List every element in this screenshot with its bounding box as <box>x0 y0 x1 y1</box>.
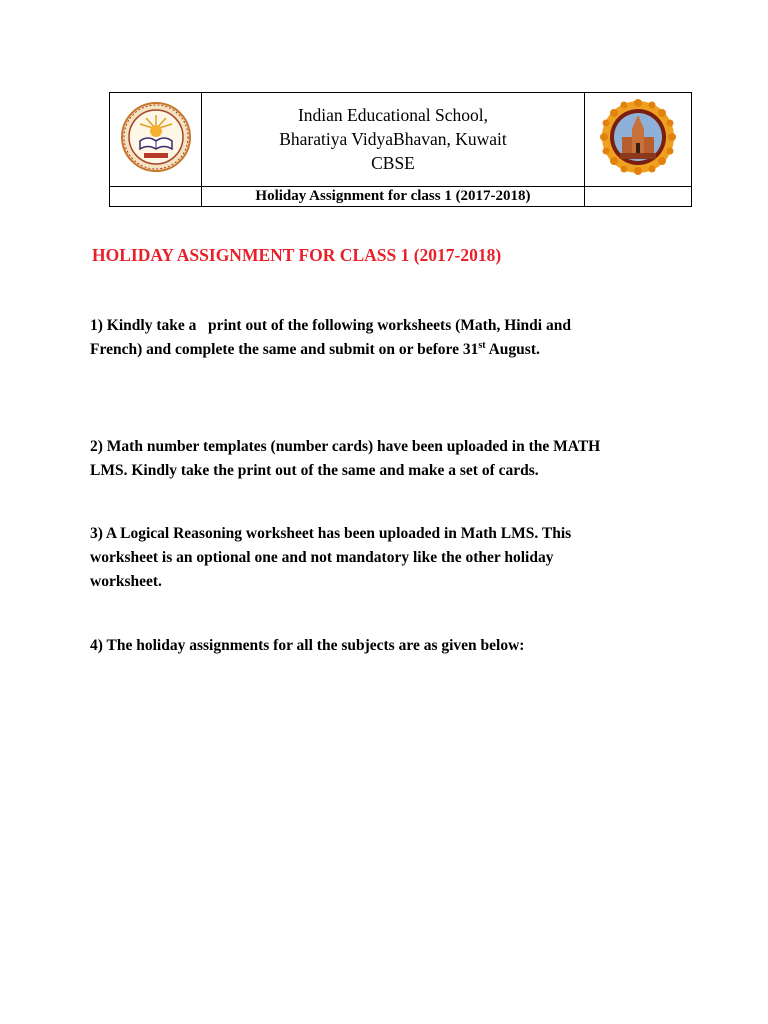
item-1-line-1: 1) Kindly take a print out of the following worksheets (Math, Hindi and <box>90 317 571 334</box>
subtitle-right-empty-cell <box>584 186 691 206</box>
assignment-subtitle: Holiday Assignment for class 1 (2017-2018) <box>202 186 585 206</box>
header-table <box>109 92 692 207</box>
instruction-item-3 <box>90 522 690 594</box>
left-logo-cell <box>110 93 202 187</box>
item-2-line-1: 2) Math number templates (number cards) have been uploaded in the MATH <box>90 438 601 455</box>
item-1-line-2 <box>90 338 690 362</box>
item-1-line-2-start: French) and complete the same and submit on or before 31 <box>90 341 479 358</box>
item-2-line-2: LMS. Kindly take the print out of the same and make a set of cards. <box>90 462 539 479</box>
item-3-line-2: worksheet is an optional one and not mandatory like the other holiday <box>90 549 554 566</box>
instruction-item-2 <box>90 435 690 483</box>
item-3-line-1: 3) A Logical Reasoning worksheet has been uploaded in Math LMS. This <box>90 525 572 542</box>
bhavan-emblem-icon <box>600 99 676 180</box>
subtitle-left-empty-cell <box>110 186 202 206</box>
right-logo-cell <box>584 93 691 187</box>
instruction-item-1 <box>90 314 690 362</box>
item-3-line-3: worksheet. <box>90 573 162 590</box>
item-1-date-suffix: st <box>478 339 486 351</box>
item-4-line-1: 4) The holiday assignments for all the subjects are as given below: <box>90 637 525 654</box>
item-1-line-2-end: August. <box>485 341 540 358</box>
school-name-line2: Bharatiya VidyaBhavan, Kuwait <box>279 129 507 150</box>
school-name-cell <box>202 93 585 187</box>
school-emblem-icon <box>120 101 192 178</box>
board-name: CBSE <box>371 153 415 174</box>
page-heading: HOLIDAY ASSIGNMENT FOR CLASS 1 (2017-2018) <box>92 245 502 265</box>
school-name-line1: Indian Educational School, <box>297 105 488 126</box>
instruction-item-4 <box>90 634 690 658</box>
